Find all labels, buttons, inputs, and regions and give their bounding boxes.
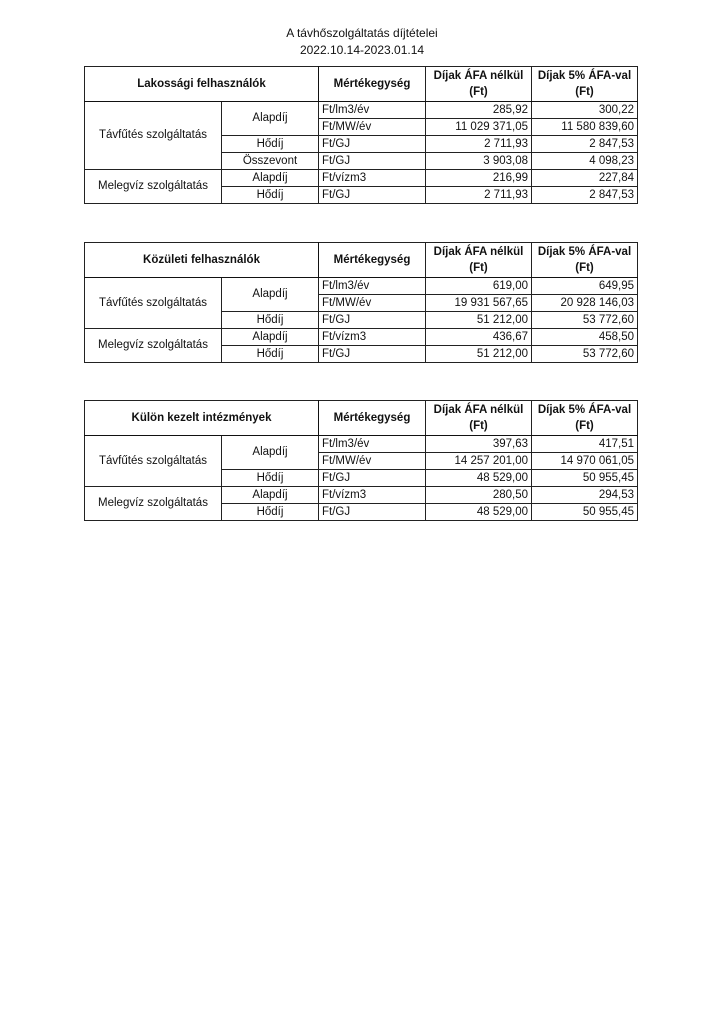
unit-cell: Ft/GJ (319, 504, 426, 521)
gross-price-cell: 649,95 (532, 278, 638, 295)
gross-price-cell: 20 928 146,03 (532, 295, 638, 312)
table-header-row (85, 67, 638, 102)
net-header: Díjak ÁFA nélkül (Ft) (426, 401, 532, 436)
net-header: Díjak ÁFA nélkül (Ft) (426, 243, 532, 278)
net-price-cell: 48 529,00 (426, 470, 532, 487)
gross-price-cell: 227,84 (532, 170, 638, 187)
gross-price-cell: 417,51 (532, 436, 638, 453)
tariff-table (84, 66, 638, 204)
unit-cell: Ft/lm3/év (319, 102, 426, 119)
unit-header: Mértékegység (319, 67, 426, 102)
unit-cell: Ft/GJ (319, 312, 426, 329)
service-category: Távfűtés szolgáltatás (85, 102, 222, 170)
service-category: Melegvíz szolgáltatás (85, 170, 222, 204)
fee-type: Hődíj (222, 470, 319, 487)
table-header-row (85, 401, 638, 436)
service-category: Melegvíz szolgáltatás (85, 329, 222, 363)
unit-cell: Ft/GJ (319, 136, 426, 153)
tariff-table (84, 242, 638, 363)
gross-price-cell: 458,50 (532, 329, 638, 346)
gross-price-cell: 4 098,23 (532, 153, 638, 170)
unit-cell: Ft/GJ (319, 187, 426, 204)
unit-cell: Ft/MW/év (319, 119, 426, 136)
unit-cell: Ft/lm3/év (319, 278, 426, 295)
fee-type: Összevont (222, 153, 319, 170)
net-price-cell: 19 931 567,65 (426, 295, 532, 312)
gross-header: Díjak 5% ÁFA-val (Ft) (532, 243, 638, 278)
unit-cell: Ft/GJ (319, 346, 426, 363)
gross-price-cell: 14 970 061,05 (532, 453, 638, 470)
service-category: Melegvíz szolgáltatás (85, 487, 222, 521)
gross-price-cell: 11 580 839,60 (532, 119, 638, 136)
fee-type: Alapdíj (222, 170, 319, 187)
net-price-cell: 3 903,08 (426, 153, 532, 170)
table-row (85, 278, 638, 295)
unit-header: Mértékegység (319, 243, 426, 278)
service-category: Távfűtés szolgáltatás (85, 436, 222, 487)
table-row (85, 329, 638, 346)
table-row (85, 487, 638, 504)
net-price-cell: 51 212,00 (426, 312, 532, 329)
net-price-cell: 397,63 (426, 436, 532, 453)
unit-cell: Ft/GJ (319, 153, 426, 170)
group-header: Közületi felhasználók (85, 243, 319, 278)
net-price-cell: 280,50 (426, 487, 532, 504)
fee-type: Alapdíj (222, 278, 319, 312)
service-category: Távfűtés szolgáltatás (85, 278, 222, 329)
group-header: Lakossági felhasználók (85, 67, 319, 102)
fee-type: Hődíj (222, 136, 319, 153)
net-price-cell: 436,67 (426, 329, 532, 346)
gross-header: Díjak 5% ÁFA-val (Ft) (532, 401, 638, 436)
net-price-cell: 48 529,00 (426, 504, 532, 521)
fee-type: Hődíj (222, 312, 319, 329)
unit-cell: Ft/vízm3 (319, 487, 426, 504)
unit-header: Mértékegység (319, 401, 426, 436)
gross-price-cell: 2 847,53 (532, 187, 638, 204)
unit-cell: Ft/GJ (319, 470, 426, 487)
table-header-row (85, 243, 638, 278)
gross-price-cell: 50 955,45 (532, 470, 638, 487)
gross-price-cell: 53 772,60 (532, 346, 638, 363)
unit-cell: Ft/vízm3 (319, 170, 426, 187)
net-price-cell: 51 212,00 (426, 346, 532, 363)
net-price-cell: 216,99 (426, 170, 532, 187)
net-price-cell: 619,00 (426, 278, 532, 295)
table-row (85, 102, 638, 119)
document-period: 2022.10.14-2023.01.14 (299, 43, 425, 57)
gross-header: Díjak 5% ÁFA-val (Ft) (532, 67, 638, 102)
fee-type: Hődíj (222, 187, 319, 204)
document-title: A távhőszolgáltatás díjtételei (286, 26, 438, 40)
net-price-cell: 2 711,93 (426, 187, 532, 204)
net-price-cell: 14 257 201,00 (426, 453, 532, 470)
fee-type: Alapdíj (222, 102, 319, 136)
gross-price-cell: 2 847,53 (532, 136, 638, 153)
unit-cell: Ft/vízm3 (319, 329, 426, 346)
fee-type: Alapdíj (222, 487, 319, 504)
tariff-table (84, 400, 638, 521)
fee-type: Alapdíj (222, 329, 319, 346)
net-price-cell: 11 029 371,05 (426, 119, 532, 136)
fee-type: Hődíj (222, 346, 319, 363)
net-price-cell: 285,92 (426, 102, 532, 119)
net-price-cell: 2 711,93 (426, 136, 532, 153)
net-header: Díjak ÁFA nélkül (Ft) (426, 67, 532, 102)
gross-price-cell: 294,53 (532, 487, 638, 504)
unit-cell: Ft/MW/év (319, 453, 426, 470)
group-header: Külön kezelt intézmények (85, 401, 319, 436)
fee-type: Alapdíj (222, 436, 319, 470)
unit-cell: Ft/lm3/év (319, 436, 426, 453)
gross-price-cell: 50 955,45 (532, 504, 638, 521)
fee-type: Hődíj (222, 504, 319, 521)
unit-cell: Ft/MW/év (319, 295, 426, 312)
table-row (85, 170, 638, 187)
gross-price-cell: 300,22 (532, 102, 638, 119)
table-row (85, 436, 638, 453)
gross-price-cell: 53 772,60 (532, 312, 638, 329)
